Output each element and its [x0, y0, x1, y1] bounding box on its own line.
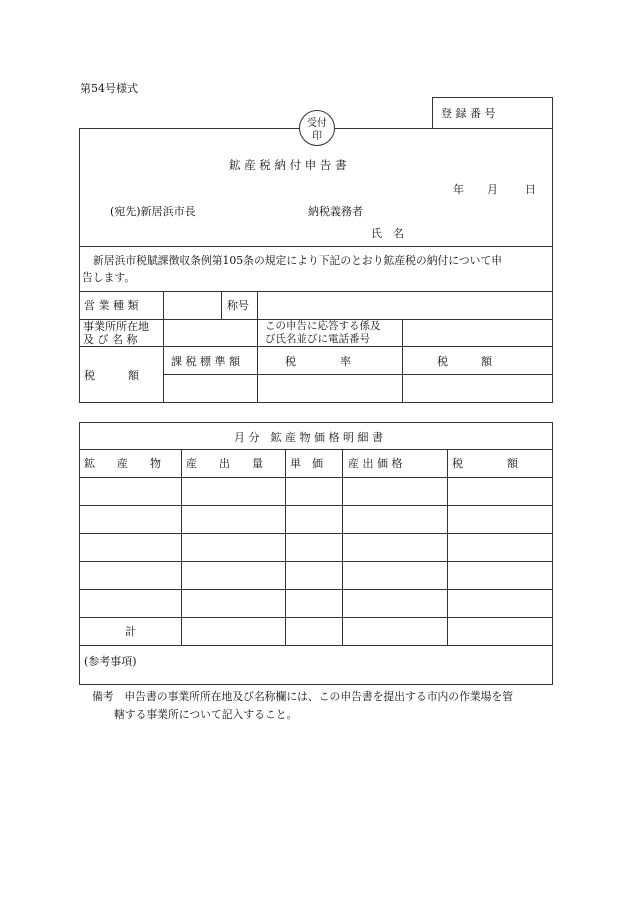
- reception-stamp: [299, 110, 335, 146]
- notes-label: (参考事項): [84, 655, 137, 668]
- name-label: 氏 名: [371, 227, 404, 240]
- divider: [79, 533, 553, 534]
- divider: [79, 291, 553, 292]
- divider: [181, 449, 182, 645]
- divider: [257, 291, 258, 403]
- divider: [79, 346, 553, 347]
- contact-label-line2: び氏名並びに電話番号: [265, 333, 370, 345]
- divider: [79, 617, 553, 618]
- addressee: (宛先)新居浜市長: [110, 205, 196, 218]
- divider: [163, 291, 164, 403]
- contact-label-line1: この申告に応答する係及: [265, 320, 381, 332]
- form-title: 鉱 産 税 納 付 申 告 書: [229, 158, 347, 172]
- divider: [79, 477, 553, 478]
- date-month: 月: [487, 183, 498, 196]
- column-header-output-quantity: 産 出 量: [186, 457, 263, 470]
- divider: [447, 449, 448, 645]
- date-day: 日: [525, 183, 536, 196]
- divider: [402, 319, 403, 403]
- declaration-line2: 告します。: [82, 271, 136, 284]
- column-header-tax-amount: 税 額: [452, 457, 518, 470]
- remarks-line2: 轄する事業所について記入すること。: [114, 708, 298, 721]
- date-year: 年: [453, 183, 464, 196]
- divider: [79, 589, 553, 590]
- divider: [221, 291, 222, 319]
- form-number: 第54号様式: [80, 82, 138, 95]
- divider: [285, 449, 286, 645]
- divider: [79, 645, 553, 646]
- office-location-label-line2: 及 び 名 称: [83, 333, 138, 346]
- column-header-output-value: 産 出 価 格: [348, 457, 403, 470]
- taxpayer-label: 納税義務者: [308, 205, 363, 218]
- detail-title: 月 分 鉱 産 物 価 格 明 細 書: [234, 431, 383, 444]
- trade-name-label: 称号: [227, 299, 249, 312]
- stamp-text-line1: 受付: [307, 118, 327, 129]
- divider: [79, 246, 553, 247]
- office-location-label-line1: 事業所所在地: [83, 320, 149, 333]
- tax-amount-row-label: 税 額: [84, 369, 139, 382]
- divider: [163, 374, 553, 375]
- divider: [79, 449, 553, 450]
- registration-number-label: 登 録 番 号: [441, 107, 496, 120]
- divider: [79, 505, 553, 506]
- tax-base-label: 課 税 標 準 額: [171, 355, 240, 368]
- stamp-text-line2: 印: [312, 131, 322, 142]
- business-type-label: 営 業 種 類: [84, 299, 139, 312]
- column-header-unit-price: 単 価: [290, 457, 323, 470]
- tax-label: 税 額: [437, 355, 492, 368]
- total-label: 計: [125, 625, 136, 638]
- divider: [342, 449, 343, 645]
- column-header-mineral: 鉱 産 物: [84, 457, 161, 470]
- tax-rate-label: 税 率: [285, 355, 351, 368]
- divider: [79, 561, 553, 562]
- declaration-line1: 新居浜市税賦課徴収条例第105条の規定により下記のとおり鉱産税の納付について申: [93, 254, 503, 267]
- remarks-line1: 備考 申告書の事業所所在地及び名称欄には、この申告書を提出する市内の作業場を管: [92, 690, 514, 703]
